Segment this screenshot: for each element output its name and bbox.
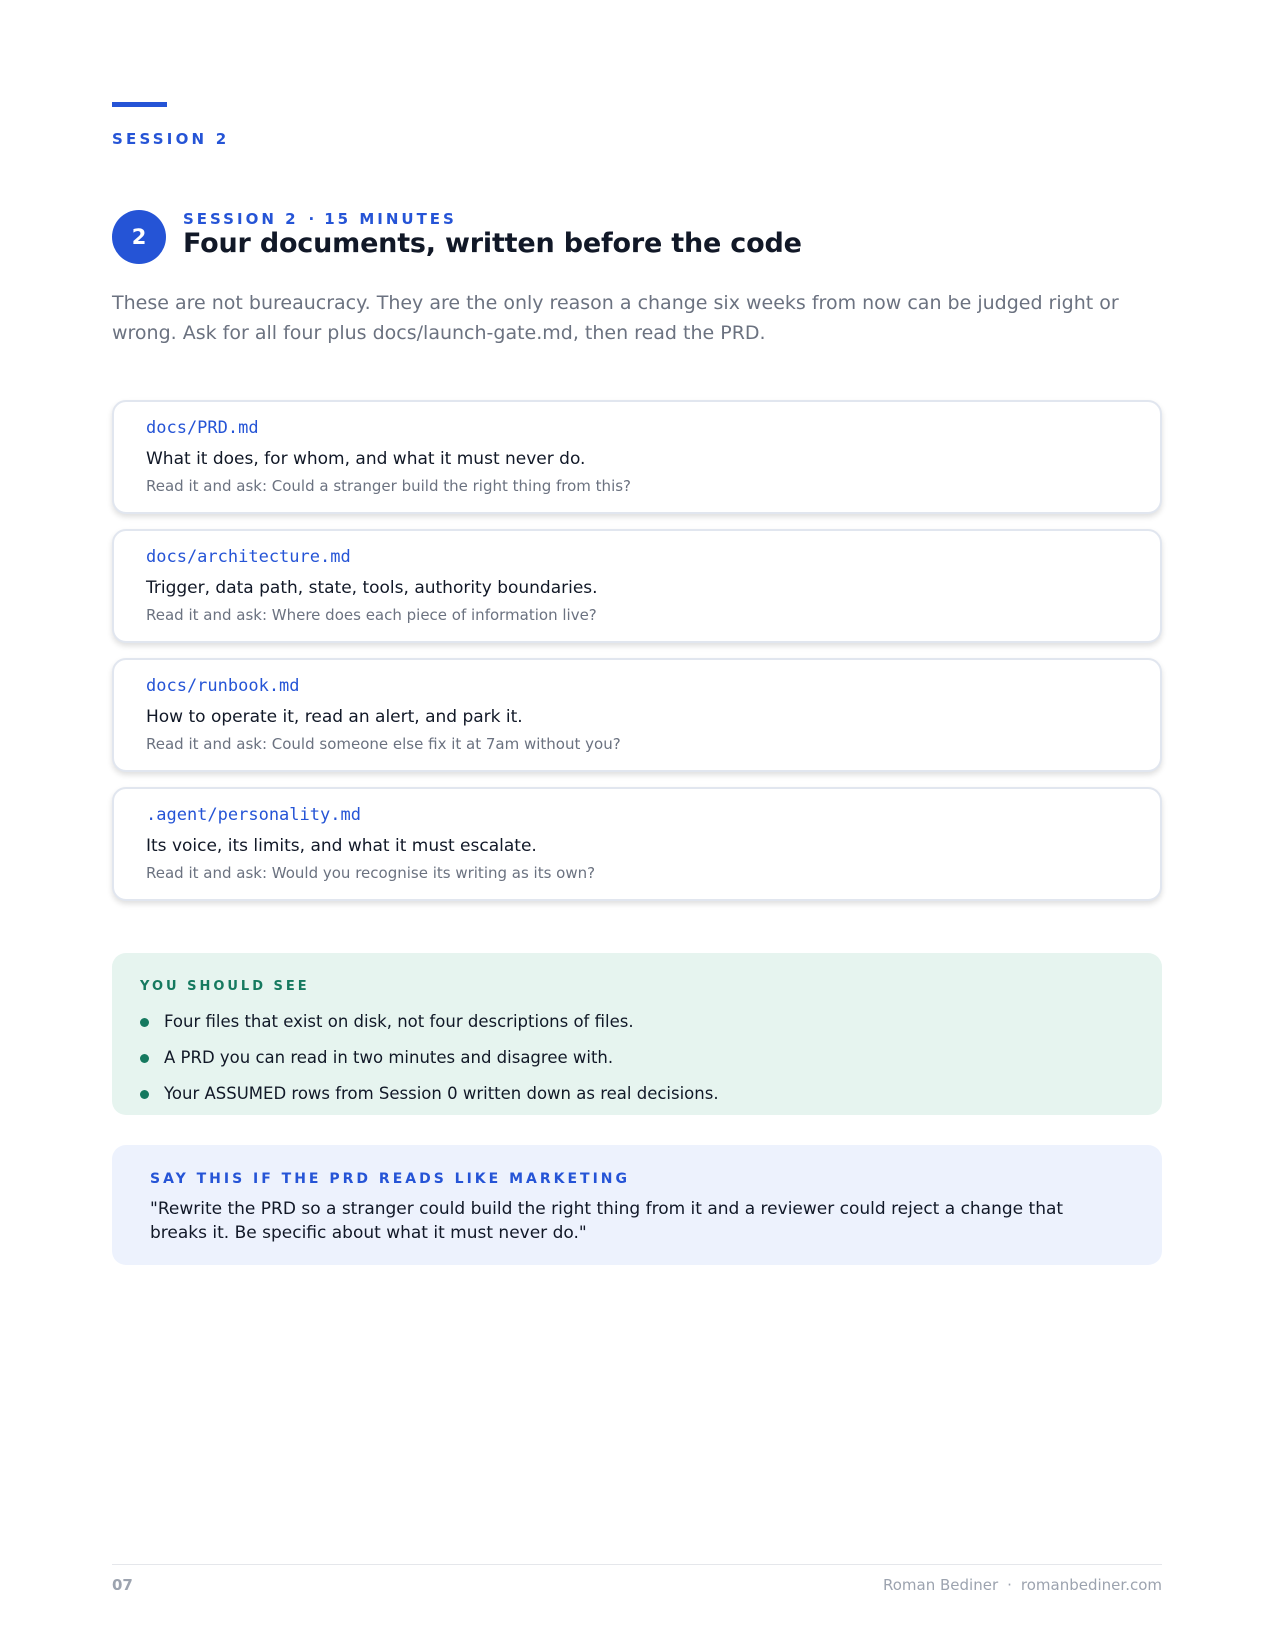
page-number: 07	[112, 1576, 133, 1594]
document-card-architecture	[112, 529, 1162, 643]
meta-separator: ·	[308, 210, 315, 228]
callout-heading: YOU SHOULD SEE	[140, 979, 310, 994]
bullet-dot-icon	[140, 1090, 149, 1099]
footer-divider	[112, 1564, 1162, 1565]
list-item	[140, 1076, 1134, 1112]
bullet-dot-icon	[140, 1018, 149, 1027]
document-list	[112, 400, 1162, 916]
document-question: Read it and ask: Would you recognise its writing as its own?	[146, 864, 596, 882]
document-path: docs/runbook.md	[146, 676, 300, 696]
footer-separator: ·	[1007, 1576, 1012, 1594]
checklist	[140, 1004, 1134, 1112]
document-description: How to operate it, read an alert, and park it.	[146, 707, 523, 727]
document-question: Read it and ask: Where does each piece of information live?	[146, 606, 597, 624]
say-this-callout	[112, 1145, 1162, 1265]
document-path: docs/PRD.md	[146, 418, 259, 438]
accent-bar	[112, 102, 167, 107]
document-description: What it does, for whom, and what it must never do.	[146, 449, 586, 469]
list-item	[140, 1004, 1134, 1040]
document-question: Read it and ask: Could a stranger build the right thing from this?	[146, 477, 632, 495]
list-item-text: Four files that exist on disk, not four descriptions of files.	[164, 1012, 634, 1031]
document-card-runbook	[112, 658, 1162, 772]
section-eyebrow: SESSION 2	[112, 130, 230, 148]
session-label: SESSION 2	[183, 210, 299, 228]
list-item	[140, 1040, 1134, 1076]
author-name: Roman Bediner	[883, 1576, 999, 1594]
document-card-prd	[112, 400, 1162, 514]
session-number-badge: 2	[112, 210, 166, 264]
document-path: .agent/personality.md	[146, 805, 361, 825]
bullet-dot-icon	[140, 1054, 149, 1063]
document-path: docs/architecture.md	[146, 547, 351, 567]
document-description: Its voice, its limits, and what it must escalate.	[146, 836, 537, 856]
you-should-see-callout	[112, 953, 1162, 1115]
callout-heading: SAY THIS IF THE PRD READS LIKE MARKETING	[150, 1171, 631, 1187]
prompt-quote: "Rewrite the PRD so a stranger could build the right thing from it and a reviewer could reject a change that breaks it. Be specific about what it must never do."	[150, 1199, 1064, 1243]
document-card-personality	[112, 787, 1162, 901]
session-duration: 15 MINUTES	[324, 210, 457, 228]
website-link[interactable]: romanbediner.com	[1020, 1576, 1162, 1594]
document-question: Read it and ask: Could someone else fix it at 7am without you?	[146, 735, 621, 753]
list-item-text: A PRD you can read in two minutes and disagree with.	[164, 1048, 614, 1067]
session-meta	[183, 210, 457, 228]
intro-paragraph: These are not bureaucracy. They are the only reason a change six weeks from now can be judged right or wrong. Ask for all four plus docs/launch-gate.md, then read the PRD.	[112, 292, 1119, 344]
document-description: Trigger, data path, state, tools, authority boundaries.	[146, 578, 598, 598]
list-item-text: Your ASSUMED rows from Session 0 written down as real decisions.	[164, 1084, 719, 1103]
page-title: Four documents, written before the code	[183, 228, 802, 259]
footer-credit	[883, 1576, 1162, 1594]
